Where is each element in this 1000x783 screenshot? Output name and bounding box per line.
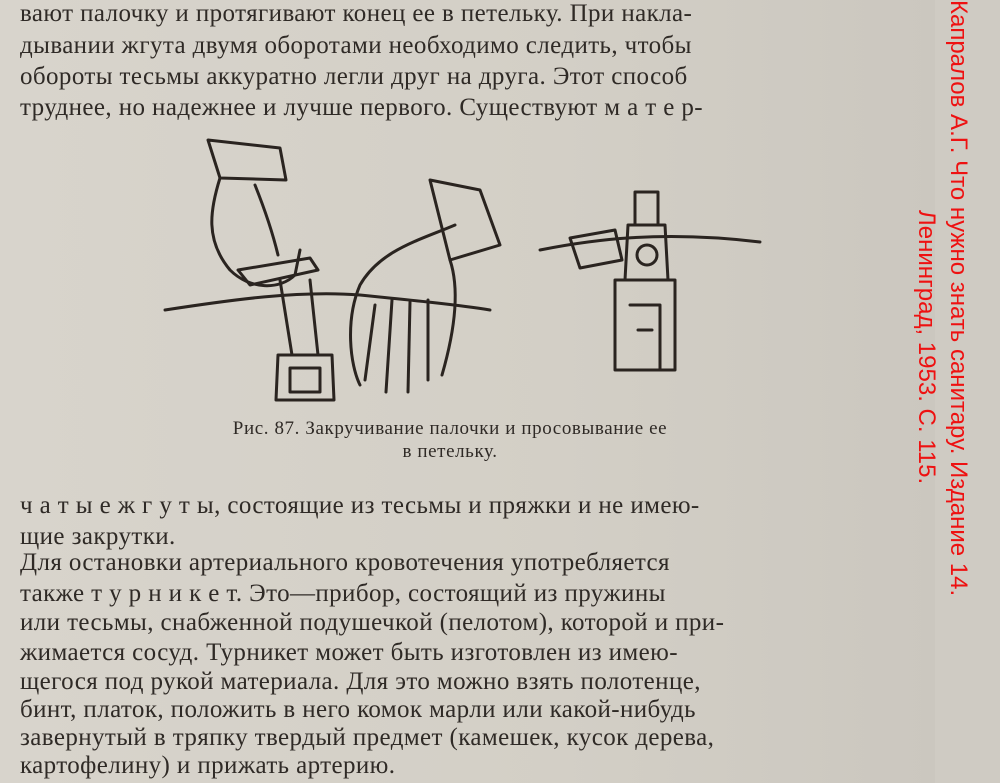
source-annotation: Ленинград, 1953. С. 115. — [913, 210, 940, 485]
body-text-line: также т у р н и к е т. Это—прибор, состоящий из пружины — [20, 580, 666, 607]
body-text-line: жимается сосуд. Турникет может быть изготовлен из имею- — [20, 639, 678, 666]
body-text-line: щегося под рукой материала. Для это можно взять полотенце, — [20, 668, 701, 695]
body-text-line: Для остановки артериального кровотечения употребляется — [20, 549, 670, 576]
body-text-line: дывании жгута двумя оборотами необходимо следить, чтобы — [20, 32, 692, 59]
body-text-line: обороты тесьмы аккуратно легли друг на друга. Этот способ — [20, 63, 688, 90]
body-text-line: труднее, но надежнее и лучше первого. Существуют м а т е р- — [20, 94, 704, 121]
figure-caption: в петельку. — [402, 441, 498, 462]
source-annotation: Капралов А.Г. Что нужно знать санитару. Издание 14. — [945, 0, 972, 597]
body-text-line: картофелину) и прижать артерию. — [20, 752, 396, 779]
body-text-line: щие закрутки. — [20, 523, 176, 550]
body-text-line: вают палочку и протягивают конец ее в петельку. При накла- — [20, 0, 693, 27]
figure-caption: Рис. 87. Закручивание палочки и просовывание ее — [232, 418, 668, 439]
tourniquet-illustration — [160, 130, 770, 405]
body-text-line: ч а т ы е ж г у т ы, состоящие из тесьмы и пряжки и не имею- — [20, 492, 700, 519]
body-text-line: или тесьмы, снабженной подушечкой (пелотом), которой и при- — [20, 609, 725, 636]
body-text-line: завернутый в тряпку твердый предмет (камешек, кусок дерева, — [20, 724, 715, 751]
body-text-line: бинт, платок, положить в него комок марли или какой-нибудь — [20, 696, 696, 723]
